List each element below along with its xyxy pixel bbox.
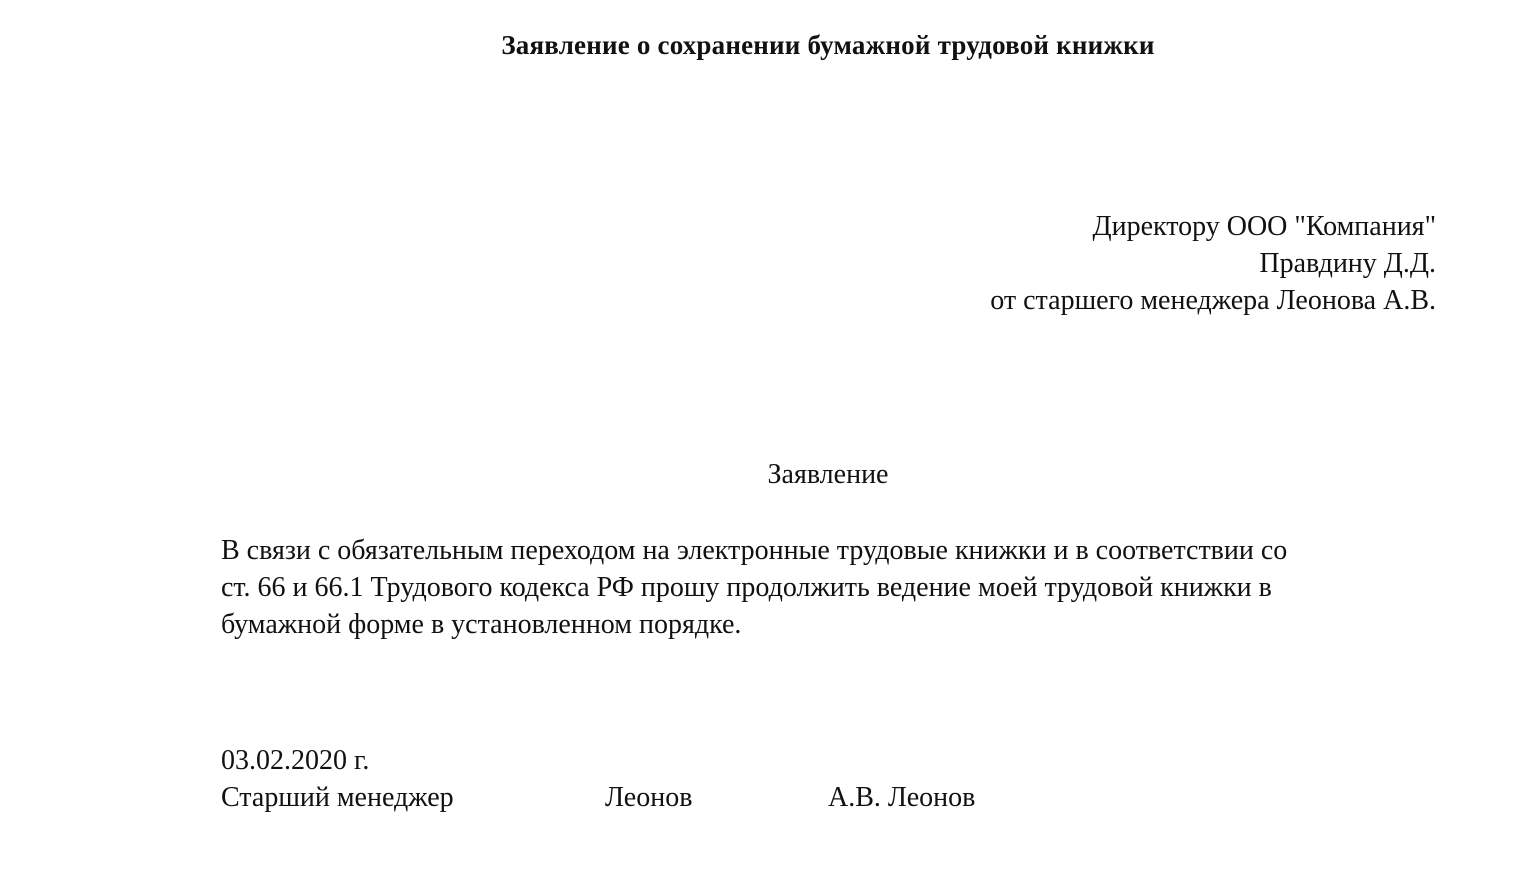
signer-signature: Леонов [605,782,693,813]
addressee-block [990,208,1436,319]
signer-name: А.В. Леонов [828,782,976,813]
statement-body-line: В связи с обязательным переходом на электронные трудовые книжки и в соответствии со [221,535,1288,566]
statement-date: 03.02.2020 г. [221,745,370,776]
statement-heading: Заявление [767,459,889,490]
addressee-line-name: Правдину Д.Д. [1259,248,1436,279]
addressee-line-director: Директору ООО "Компания" [1092,211,1436,242]
signer-position: Старший менеджер [221,782,454,813]
statement-body [221,532,1417,643]
statement-body-line: ст. 66 и 66.1 Трудового кодекса РФ прошу продолжить ведение моей трудовой книжки в [221,572,1272,603]
addressee-line-from: от старшего менеджера Леонова А.В. [990,285,1436,316]
statement-body-line: бумажной форме в установленном порядке. [221,609,742,640]
signature-row [0,782,1536,822]
document-title: Заявление о сохранении бумажной трудовой книжки [501,30,1155,60]
